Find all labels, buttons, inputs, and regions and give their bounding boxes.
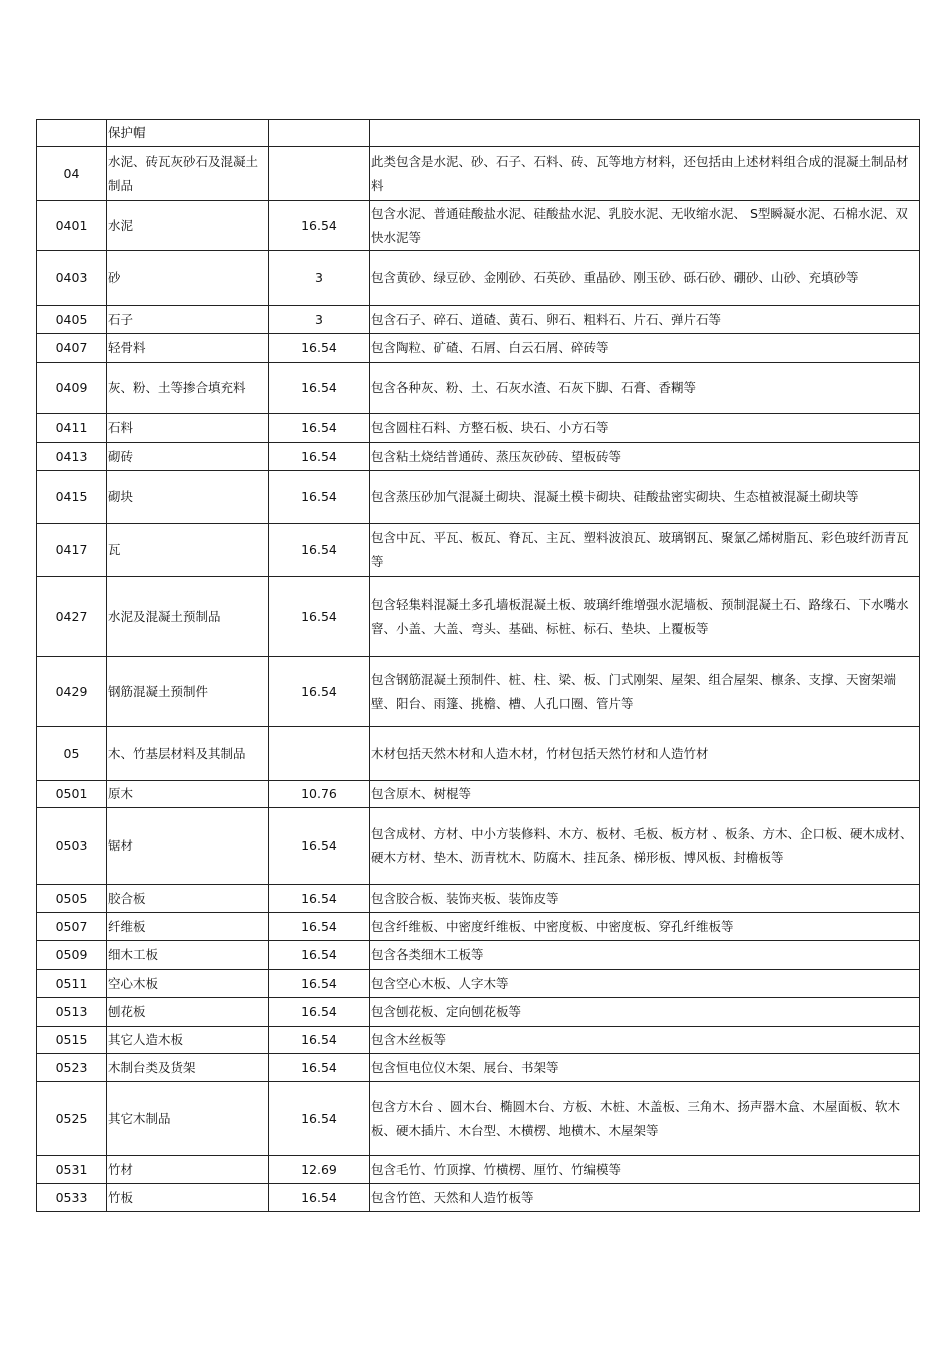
row-description-cell: 包含刨花板、定向刨花板等 [370, 998, 920, 1027]
row-description-cell: 包含毛竹、竹顶撑、竹横楞、厘竹、竹编模等 [370, 1156, 920, 1184]
row-code-cell: 0503 [37, 808, 107, 885]
table-row [37, 998, 920, 1027]
table-row [37, 363, 920, 414]
row-description-cell: 包含恒电位仪木架、展台、书架等 [370, 1054, 920, 1082]
row-description-cell: 包含粘土烧结普通砖、蒸压灰砂砖、望板砖等 [370, 443, 920, 471]
row-description-cell: 包含轻集料混凝土多孔墙板混凝土板、玻璃纤维增强水泥墙板、预制混凝土石、路缘石、下水嘴水窨、小盖、大盖、弯头、基础、标桩、标石、垫块、上覆板等 [370, 577, 920, 657]
row-description-cell: 木材包括天然木材和人造木材，竹材包括天然竹材和人造竹材 [370, 727, 920, 781]
row-code-cell: 0429 [37, 657, 107, 727]
row-code-cell: 04 [37, 147, 107, 201]
row-description-cell: 包含黄砂、绿豆砂、金刚砂、石英砂、重晶砂、刚玉砂、砾石砂、硼砂、山砂、充填砂等 [370, 251, 920, 306]
row-rate-cell [269, 727, 370, 781]
table-body [37, 120, 920, 1212]
row-code-cell: 0505 [37, 885, 107, 913]
row-name-cell: 空心木板 [107, 970, 269, 998]
row-description-cell: 包含钢筋混凝土预制件、桩、柱、梁、板、门式刚架、屋架、组合屋架、檩条、支撑、天窗架端壁、阳台、雨篷、挑檐、槽、人孔口圈、管片等 [370, 657, 920, 727]
row-rate-cell: 16.54 [269, 885, 370, 913]
row-rate-cell: 12.69 [269, 1156, 370, 1184]
table-row [37, 524, 920, 577]
table-row [37, 471, 920, 524]
row-description-cell: 包含各种灰、粉、土、石灰水渣、石灰下脚、石膏、香糊等 [370, 363, 920, 414]
row-name-cell: 木、竹基层材料及其制品 [107, 727, 269, 781]
row-name-cell: 灰、粉、土等掺合填充料 [107, 363, 269, 414]
row-rate-cell: 16.54 [269, 471, 370, 524]
table-row [37, 913, 920, 941]
row-name-cell: 木制台类及货架 [107, 1054, 269, 1082]
row-name-cell: 瓦 [107, 524, 269, 577]
row-description-cell: 包含蒸压砂加气混凝土砌块、混凝土模卡砌块、硅酸盐密实砌块、生态植被混凝土砌块等 [370, 471, 920, 524]
row-rate-cell: 16.54 [269, 414, 370, 443]
row-code-cell [37, 120, 107, 147]
row-code-cell: 05 [37, 727, 107, 781]
row-rate-cell: 16.54 [269, 1082, 370, 1156]
row-name-cell: 竹材 [107, 1156, 269, 1184]
row-description-cell: 包含方木台 、圆木台、椭圆木台、方板、木桩、木盖板、三角木、扬声器木盒、木屋面板、软木板、硬木插片、木台型、木横楞、地横木、木屋架等 [370, 1082, 920, 1156]
row-name-cell: 水泥 [107, 201, 269, 251]
row-description-cell: 包含成材、方材、中小方装修料、木方、板材、毛板、板方材 、板条、方木、企口板、硬木成材、硬木方材、垫木、沥青枕木、防腐木、挂瓦条、梯形板、博风板、封檐板等 [370, 808, 920, 885]
row-rate-cell: 10.76 [269, 781, 370, 808]
table-row [37, 147, 920, 201]
row-name-cell: 砌砖 [107, 443, 269, 471]
table-row [37, 727, 920, 781]
row-name-cell: 水泥、砖瓦灰砂石及混凝土制品 [107, 147, 269, 201]
row-rate-cell: 16.54 [269, 201, 370, 251]
row-description-cell: 包含石子、碎石、道碴、黄石、卵石、粗料石、片石、弹片石等 [370, 306, 920, 334]
row-rate-cell: 16.54 [269, 657, 370, 727]
row-description-cell: 包含圆柱石料、方整石板、块石、小方石等 [370, 414, 920, 443]
row-description-cell: 包含原木、树棍等 [370, 781, 920, 808]
row-code-cell: 0523 [37, 1054, 107, 1082]
row-description-cell: 包含木丝板等 [370, 1027, 920, 1054]
row-code-cell: 0403 [37, 251, 107, 306]
row-name-cell: 石子 [107, 306, 269, 334]
row-name-cell: 原木 [107, 781, 269, 808]
row-name-cell: 砂 [107, 251, 269, 306]
row-code-cell: 0401 [37, 201, 107, 251]
row-code-cell: 0533 [37, 1184, 107, 1212]
row-code-cell: 0525 [37, 1082, 107, 1156]
table-row [37, 1184, 920, 1212]
row-code-cell: 0413 [37, 443, 107, 471]
row-description-cell: 包含胶合板、装饰夹板、装饰皮等 [370, 885, 920, 913]
table-row [37, 941, 920, 970]
row-name-cell: 锯材 [107, 808, 269, 885]
row-rate-cell: 16.54 [269, 363, 370, 414]
row-name-cell: 保护帽 [107, 120, 269, 147]
row-description-cell [370, 120, 920, 147]
row-code-cell: 0513 [37, 998, 107, 1027]
row-rate-cell: 16.54 [269, 970, 370, 998]
row-rate-cell: 3 [269, 251, 370, 306]
row-description-cell: 包含纤维板、中密度纤维板、中密度板、中密度板、穿孔纤维板等 [370, 913, 920, 941]
row-name-cell: 胶合板 [107, 885, 269, 913]
table-row [37, 251, 920, 306]
row-code-cell: 0407 [37, 334, 107, 363]
row-name-cell: 砌块 [107, 471, 269, 524]
row-name-cell: 刨花板 [107, 998, 269, 1027]
table-row [37, 970, 920, 998]
material-classification-table [36, 119, 920, 1212]
table-row [37, 120, 920, 147]
table-row [37, 1054, 920, 1082]
row-rate-cell: 16.54 [269, 1054, 370, 1082]
table-row [37, 1156, 920, 1184]
row-code-cell: 0509 [37, 941, 107, 970]
row-code-cell: 0409 [37, 363, 107, 414]
row-code-cell: 0501 [37, 781, 107, 808]
table-row [37, 443, 920, 471]
row-rate-cell: 16.54 [269, 998, 370, 1027]
row-code-cell: 0405 [37, 306, 107, 334]
row-code-cell: 0411 [37, 414, 107, 443]
row-code-cell: 0417 [37, 524, 107, 577]
row-rate-cell: 16.54 [269, 1184, 370, 1212]
row-rate-cell: 16.54 [269, 941, 370, 970]
row-code-cell: 0531 [37, 1156, 107, 1184]
row-description-cell: 包含中瓦、平瓦、板瓦、脊瓦、主瓦、塑料波浪瓦、玻璃钢瓦、聚氯乙烯树脂瓦、彩色玻纤沥青瓦等 [370, 524, 920, 577]
row-name-cell: 其它木制品 [107, 1082, 269, 1156]
row-code-cell: 0427 [37, 577, 107, 657]
row-code-cell: 0415 [37, 471, 107, 524]
row-name-cell: 其它人造木板 [107, 1027, 269, 1054]
table-row [37, 201, 920, 251]
table-row [37, 657, 920, 727]
row-description-cell: 此类包含是水泥、砂、石子、石料、砖、瓦等地方材料，还包括由上述材料组合成的混凝土制品材料 [370, 147, 920, 201]
row-rate-cell [269, 147, 370, 201]
row-rate-cell: 16.54 [269, 913, 370, 941]
table-row [37, 306, 920, 334]
table-row [37, 885, 920, 913]
row-code-cell: 0507 [37, 913, 107, 941]
row-rate-cell: 16.54 [269, 334, 370, 363]
table-row [37, 334, 920, 363]
row-name-cell: 细木工板 [107, 941, 269, 970]
row-rate-cell: 16.54 [269, 524, 370, 577]
row-name-cell: 钢筋混凝土预制件 [107, 657, 269, 727]
row-rate-cell: 16.54 [269, 443, 370, 471]
row-description-cell: 包含空心木板、人字木等 [370, 970, 920, 998]
row-rate-cell: 3 [269, 306, 370, 334]
row-description-cell: 包含各类细木工板等 [370, 941, 920, 970]
row-code-cell: 0511 [37, 970, 107, 998]
row-rate-cell: 16.54 [269, 808, 370, 885]
table-row [37, 577, 920, 657]
table-row [37, 414, 920, 443]
table-row [37, 1082, 920, 1156]
row-name-cell: 纤维板 [107, 913, 269, 941]
row-name-cell: 水泥及混凝土预制品 [107, 577, 269, 657]
row-rate-cell: 16.54 [269, 1027, 370, 1054]
table-row [37, 1027, 920, 1054]
row-rate-cell: 16.54 [269, 577, 370, 657]
row-description-cell: 包含水泥、普通硅酸盐水泥、硅酸盐水泥、乳胶水泥、无收缩水泥、 S型瞬凝水泥、石棉水泥、双快水泥等 [370, 201, 920, 251]
row-name-cell: 轻骨料 [107, 334, 269, 363]
row-name-cell: 竹板 [107, 1184, 269, 1212]
material-table-page [36, 119, 919, 1212]
row-rate-cell [269, 120, 370, 147]
table-row [37, 808, 920, 885]
row-description-cell: 包含竹笆、天然和人造竹板等 [370, 1184, 920, 1212]
row-name-cell: 石料 [107, 414, 269, 443]
table-row [37, 781, 920, 808]
row-description-cell: 包含陶粒、矿碴、石屑、白云石屑、碎砖等 [370, 334, 920, 363]
row-code-cell: 0515 [37, 1027, 107, 1054]
